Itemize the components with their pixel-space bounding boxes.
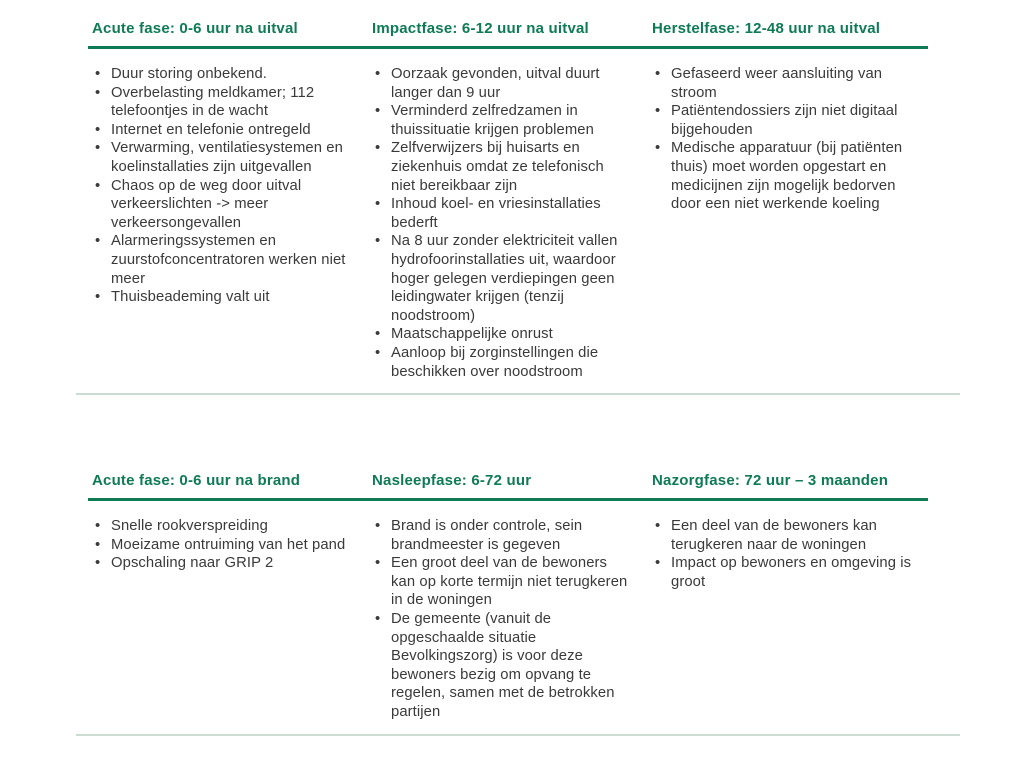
phase-column-nasleep [368, 472, 648, 722]
list-item: • Impact op bewoners en omgeving is groot [652, 554, 912, 591]
phase-column-herstel [648, 20, 928, 381]
phase-item-list [368, 517, 648, 722]
phase-item-list [88, 517, 368, 573]
phase-item-list [648, 65, 928, 214]
list-item: • Maatschappelijke onrust [372, 325, 632, 344]
list-item: • De gemeente (vanuit de opgeschaalde situatie Bevolkingszorg) is voor deze bewoners bezig om opvang te regelen, samen met de betrokken partijen [372, 610, 632, 722]
list-item: • Oorzaak gevonden, uitval duurt langer dan 9 uur [372, 65, 632, 102]
list-item: • Internet en telefonie ontregeld [92, 121, 352, 140]
phase-header: Impactfase: 6-12 uur na uitval [368, 20, 648, 49]
list-item: • Duur storing onbekend. [92, 65, 352, 84]
section-divider [76, 393, 960, 395]
list-item: • Chaos op de weg door uitval verkeerslichten -> meer verkeersongevallen [92, 177, 352, 233]
phase-header: Acute fase: 0-6 uur na brand [88, 472, 368, 501]
phase-item-list [368, 65, 648, 381]
phase-header: Acute fase: 0-6 uur na uitval [88, 20, 368, 49]
phase-column-nazorg [648, 472, 928, 722]
list-item: • Patiëntendossiers zijn niet digitaal bijgehouden [652, 102, 912, 139]
list-item: • Moeizame ontruiming van het pand [92, 536, 352, 555]
fire-phases-table [88, 472, 928, 722]
list-item: • Na 8 uur zonder elektriciteit vallen hydrofoorinstallaties uit, waardoor hoger gelegen verdiepingen geen leidingwater krijgen (tenzij noodstroom) [372, 232, 632, 325]
phase-column-acute-brand [88, 472, 368, 722]
list-item: • Verminderd zelfredzamen in thuissituatie krijgen problemen [372, 102, 632, 139]
list-item: • Thuisbeademing valt uit [92, 288, 352, 307]
list-item: • Gefaseerd weer aansluiting van stroom [652, 65, 912, 102]
list-item: • Overbelasting meldkamer; 112 telefoontjes in de wacht [92, 84, 352, 121]
phase-item-list [648, 517, 928, 591]
list-item: • Verwarming, ventilatiesystemen en koelinstallaties zijn uitgevallen [92, 139, 352, 176]
list-item: • Opschaling naar GRIP 2 [92, 554, 352, 573]
phase-header: Nasleepfase: 6-72 uur [368, 472, 648, 501]
phase-column-acute-uitval [88, 20, 368, 381]
outage-phases-table [88, 20, 928, 381]
list-item: • Brand is onder controle, sein brandmeester is gegeven [372, 517, 632, 554]
phase-column-impact [368, 20, 648, 381]
list-item: • Inhoud koel- en vriesinstallaties bederft [372, 195, 632, 232]
section-divider [76, 734, 960, 736]
phase-header: Herstelfase: 12-48 uur na uitval [648, 20, 928, 49]
list-item: • Medische apparatuur (bij patiënten thuis) moet worden opgestart en medicijnen zijn mogelijk bedorven door een niet werkende koeling [652, 139, 912, 213]
phase-item-list [88, 65, 368, 307]
list-item: • Zelfverwijzers bij huisarts en ziekenhuis omdat ze telefonisch niet bereikbaar zijn [372, 139, 632, 195]
list-item: • Aanloop bij zorginstellingen die beschikken over noodstroom [372, 344, 632, 381]
phase-header: Nazorgfase: 72 uur – 3 maanden [648, 472, 928, 501]
list-item: • Een groot deel van de bewoners kan op korte termijn niet terugkeren in de woningen [372, 554, 632, 610]
list-item: • Alarmeringssystemen en zuurstofconcentratoren werken niet meer [92, 232, 352, 288]
list-item: • Een deel van de bewoners kan terugkeren naar de woningen [652, 517, 912, 554]
list-item: • Snelle rookverspreiding [92, 517, 352, 536]
